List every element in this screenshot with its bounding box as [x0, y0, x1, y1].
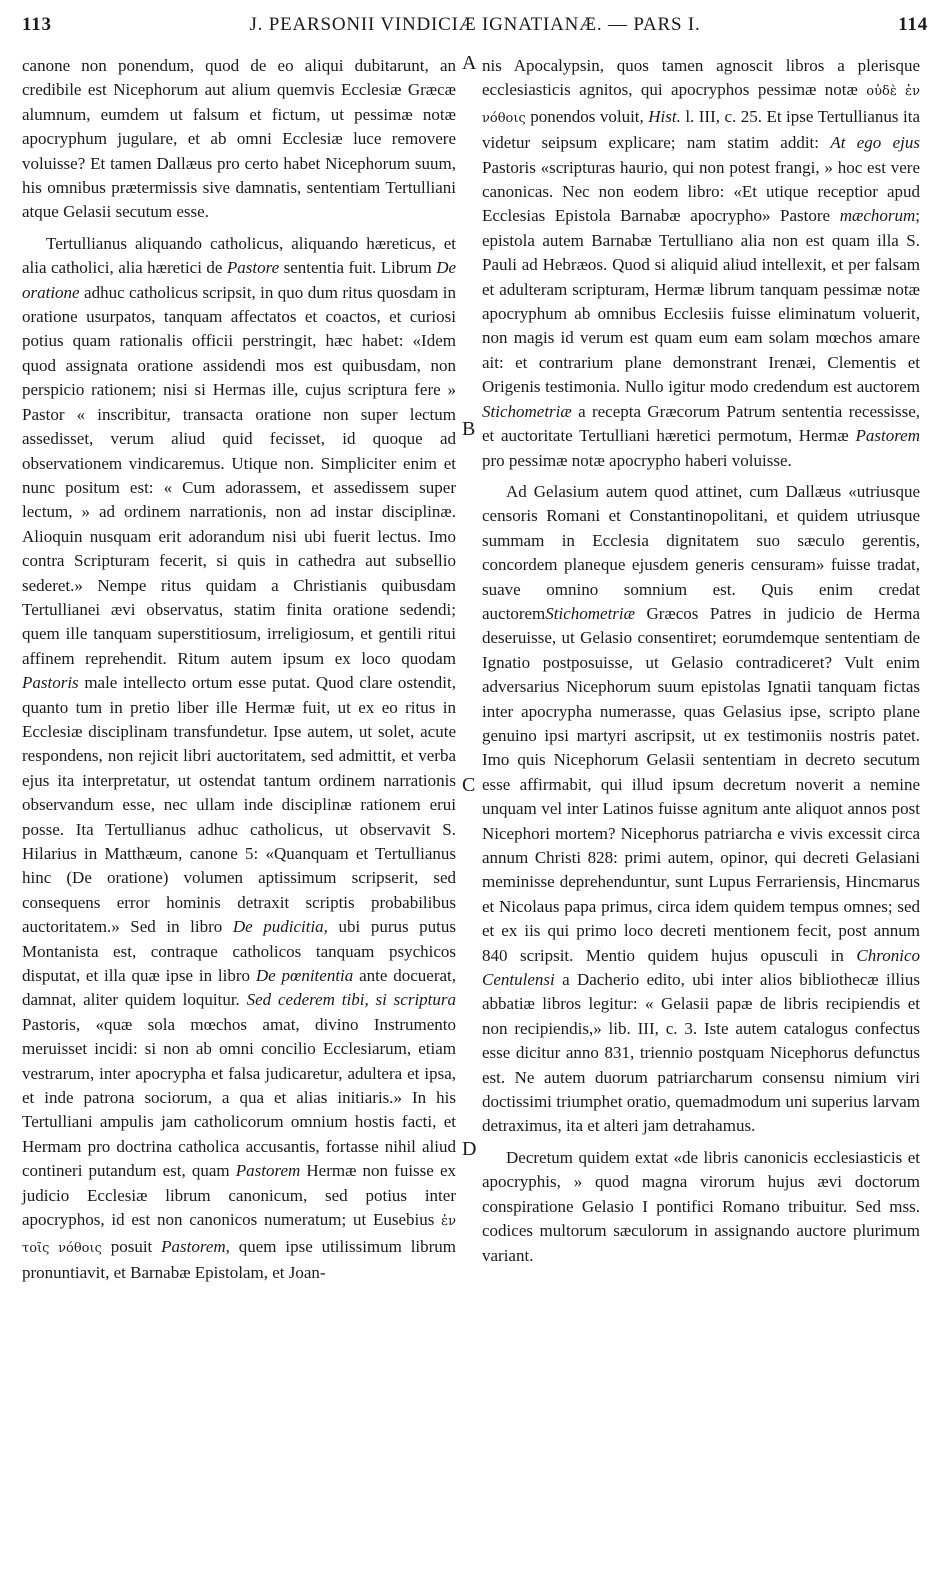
- paragraph: Tertullianus aliquando catholicus, aliquando hæreticus, et alia catholici, alia hæretici de Pastore sententia fuit. Librum De oratione adhuc catholicus scripsit, in quo dum ritus quosdam in oratione usurpatos, tanquam affectatos et coactos, et curiosi potius quam rationalis officii perstringit, hæc habet: «Idem quod assignata oratione assidendi mos est quibusdam, non perspicio rationem; nisi si Hermas ille, cujus scriptura fere » Pastor « inscribitur, transacta oratione non super lectum assedisset, verum aliud quid fecisset, id quoque ad observationem vindicaremus. Utique non. Simpliciter enim et nunc positum est: « Cum adorassem, et assedissem super lectum, » ad ordinem narrationis, non ad instar disciplinæ. Alioquin nusquam erit adorandum nisi ubi fuerit lectus. Imo contra Scripturam fecerit, si quis in cathedra aut subsellio sederet.» Nempe ritus quidam a Christianis quibusdam Tertullianei ævi observatus, statim finita oratione sedendi; quem ille tanquam superstitiosum, irreligiosum, et gentili ritui affinem reprehendit. Ritum autem ipsum ex loco quodam Pastoris male intellecto ortum esse putat. Quod clare ostendit, quanto tum in pretio liber ille Hermæ fuit, ut ex eo ritus in Ecclesiæ disciplinam transfundetur. Ipse autem, ut solet, acute respondens, non rejicit libri auctoritatem, sed admittit, et verba ejus ita interpretatur, ut ostendat tantum ordinem narrationis observandum esse, nec ullam inde disciplinæ rationem erui posse. Ita Tertullianus adhuc catholicus, ut observavit S. Hilarius in Matthæum, canone 5: «Quanquam et Tertullianus hinc (De oratione) volumen aptissimum scripserit, sed consequens error hominis detraxit scriptis probabilibus auctoritatem.» Sed in libro De pudicitia, ubi purus putus Montanista est, contraque catholicos tanquam psychicos disputat, et illa quæ ipse in libro De pœnitentia ante docuerat, damnat, aliter quidem loquitur. Sed cederem tibi, si scriptura Pastoris, «quæ sola mœchos amat, divino Instrumento meruisset incidi: si non ab omni concilio Ecclesiarum, etiam vestrarum, inter apocrypha et falsa judicaretur, adultera et ipsa, et inde patrona sociorum, a qua et alias initiaris.» In his Tertulliani ampulis jam catholicorum omnium hostis facti, et Hermam pro doctrina catholica accusantis, fortasse nihil aliud contineri putandum est, quam Pastorem Hermæ non fuisse ex judicio Ecclesiæ librum canonicum, sed potius inter apocryphos, id est non canonicos numeratum; ut Eusebius ἐν τοῖς νόθοις posuit Pastorem, quem ipse utilissimum librum pronuntiavit, et Barnabæ Epistolam, et Joan-: [22, 233, 457, 1282]
- right-column: [482, 54, 920, 1275]
- paragraph: Ad Gelasium autem quod attinet, cum Dallæus «utriusque censoris Romani et Constantinopolitani, et quidem utriusque summam in Ecclesia dignitatem suo sæculo gerentis, concordem planeque ejusdem generis censuram» fuisse tradat, suave omnino somnium est. Quis enim credat auctoremStichometriæ Græcos Patres in judicio de Herma deseruisse, ut Gelasio consentiret; eorumdemque sententiam de Ignatio postposuisse, ut Gelasio contradiceret? Vult enim adversarius Nicephorum suum epistolas Ignatii tanquam fictas inter apocrypha numerasse, quas Gelasius ipse, scripto plane genuino ipsi martyri ascripsit, ut ex testimoniis nostris patet. Imo quis Nicephorum Gelasii sententiam in decreto secutum esse affirmabit, qui illud ipsum decretum noverit a nemine unquam vel inter Latinos fuisse agnitum ante aliquot annos post Nicephori mortem? Nicephorus patriarcha e vivis excessit circa annum Christi 828: primi autem, opinor, qui decreti Gelasiani meminisse deprehenduntur, sunt Lupus Ferrariensis, Hincmarus et Nicolaus papa primus, circa idem quidem tempus omnes; sed et ex iis qui primo loco decreti mentionem fecit, post annum 840 scripsit. Mentio quidem hujus opusculi in Chronico Centulensi a Dacherio edito, ubi inter alios bibliothecæ illius abbatiæ libros legitur: « Gelasii papæ de libris recipiendis et non recipiendis,» lib. III, c. 3. Iste autem catalogus confectus esse dicitur anno 831, triennio postquam Nicephorus defunctus est. Ne autem duorum patriarcharum consensu nimium viri doctissimi triumphet oratio, quemadmodum uni superius larvam detraximus, ita et alteri jam detrahamus.: [482, 481, 920, 1136]
- margin-letter-a: A: [462, 52, 477, 74]
- margin-letter-d: D: [462, 1138, 477, 1160]
- page-number-right: 114: [898, 14, 928, 35]
- paragraph: canone non ponendum, quod de eo aliqui dubitarunt, an credibile est Nicephorum aut alium quemvis Ecclesiæ Græcæ alumnum, eumdem ut falsum et fictum, ut pessimæ notæ apocryphum jugulare, et ab omni Ecclesiæ luce removere voluisse? Et tamen Dallæus pro certo habet Nicephorum suum, his omnibus prætermissis sive damnatis, sententiam Tertulliani atque Gelasii secutum esse.: [22, 56, 456, 222]
- page-number-left: 113: [22, 14, 52, 35]
- running-header: [22, 14, 928, 44]
- margin-letter-c: C: [462, 774, 476, 796]
- margin-letter-b: B: [462, 418, 476, 440]
- running-title: J. PEARSONII VINDICIÆ IGNATIANÆ. — PARS I.: [249, 14, 701, 35]
- paragraph: nis Apocalypsin, quos tamen agnoscit libros a plerisque ecclesiasticis agnitos, qui apocryphos pessimæ notæ οὐδὲ ἐν νόθοις ponendos voluit, Hist. l. III, c. 25. Et ipse Tertullianus ita videtur seipsum explicare; nam statim addit: At ego ejus Pastoris «scripturas haurio, qui non potest frangi, » hoc est vere canonicas. Nec non eodem libro: «Et utique receptior apud Ecclesias Epistola Barnabæ apocrypho» Pastore mæchorum; epistola autem Barnabæ Tertulliano alia non est quam illa S. Pauli ad Hebræos. Quod si aliquid aliud intellexit, et per falsam et adulteram scripturam, Hermæ librum tanquam pessimæ notæ apocryphum ab omnibus Ecclesiis fuisse eliminatum voluerit, non magis id verum est quam eum eam solam mœchos amare ait: et contrarium plane demonstrant Irenæi, Clementis et Origenis testimonia. Nullo igitur modo credendum est auctorem Stichometriæ a recepta Græcorum Patrum sententia recessisse, et auctoritate Tertulliani hæretici permotum, Hermæ Pastorem pro pessimæ notæ apocrypho haberi voluisse.: [482, 56, 921, 470]
- left-column: [22, 54, 456, 1292]
- paragraph: Decretum quidem extat «de libris canonicis ecclesiasticis et apocryphis, » quod magna virorum hujus ævi doctorum conspiratione Gelasio I pontifici Romano tribuitur. Sed mss. codices multorum sæculorum in assignando auctore plurimum variant.: [482, 1147, 920, 1265]
